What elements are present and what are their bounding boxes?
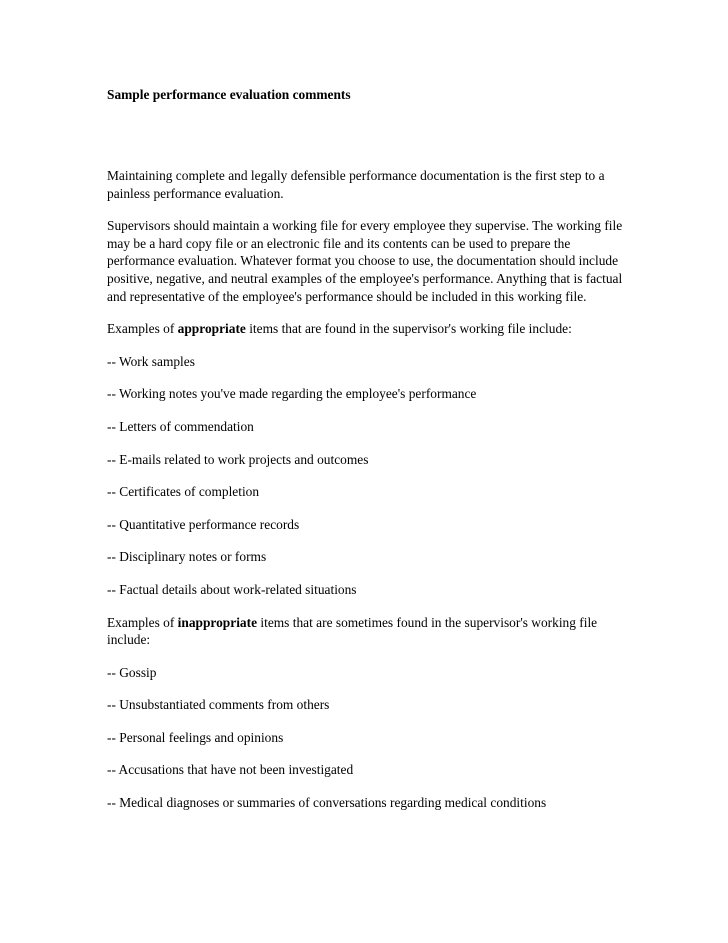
- list-item: -- Working notes you've made regarding the employee's performance: [107, 386, 477, 402]
- list-item: -- Factual details about work-related situations: [107, 581, 357, 597]
- appropriate-heading-suffix: items that are found in the supervisor's working file include:: [245, 321, 572, 337]
- list-item: -- Work samples: [107, 353, 195, 369]
- list-item: -- E-mails related to work projects and outcomes: [107, 451, 369, 467]
- list-item: -- Certificates of completion: [107, 484, 260, 500]
- inappropriate-heading-prefix: Examples of: [107, 614, 178, 630]
- appropriate-items-list: [107, 353, 627, 599]
- appropriate-items-heading: [107, 320, 627, 338]
- list-item: -- Letters of commendation: [107, 418, 254, 434]
- inappropriate-items-heading: [107, 614, 627, 649]
- list-item: -- Personal feelings and opinions: [107, 729, 284, 745]
- appropriate-emphasis: appropriate: [177, 321, 246, 337]
- working-file-paragraph: Supervisors should maintain a working file for every employee they supervise. The working file may be a hard copy file or an electronic file and its contents can be used to prepare the performance evaluation. Whatever format you choose to use, the documentation should include positive, negative, and neutral examples of the employee's performance. Anything that is factual and representative of the employee's performance should be included in this working file.: [107, 218, 623, 304]
- list-item: -- Disciplinary notes or forms: [107, 549, 267, 565]
- inappropriate-items-list: [107, 664, 627, 812]
- list-item: -- Quantitative performance records: [107, 516, 300, 532]
- list-item: -- Accusations that have not been investigated: [107, 762, 354, 778]
- intro-paragraph: Maintaining complete and legally defensible performance documentation is the first step to a painless performance evaluation.: [107, 168, 605, 201]
- list-item: -- Medical diagnoses or summaries of conversations regarding medical conditions: [107, 795, 547, 811]
- list-item: -- Gossip: [107, 664, 157, 680]
- list-item: -- Unsubstantiated comments from others: [107, 697, 330, 713]
- inappropriate-emphasis: inappropriate: [177, 614, 258, 630]
- inappropriate-heading-suffix: items that are sometimes found in the supervisor's working file include:: [107, 614, 598, 648]
- document-title: Sample performance evaluation comments: [107, 87, 351, 102]
- appropriate-heading-prefix: Examples of: [107, 321, 178, 337]
- document-body: [107, 167, 627, 827]
